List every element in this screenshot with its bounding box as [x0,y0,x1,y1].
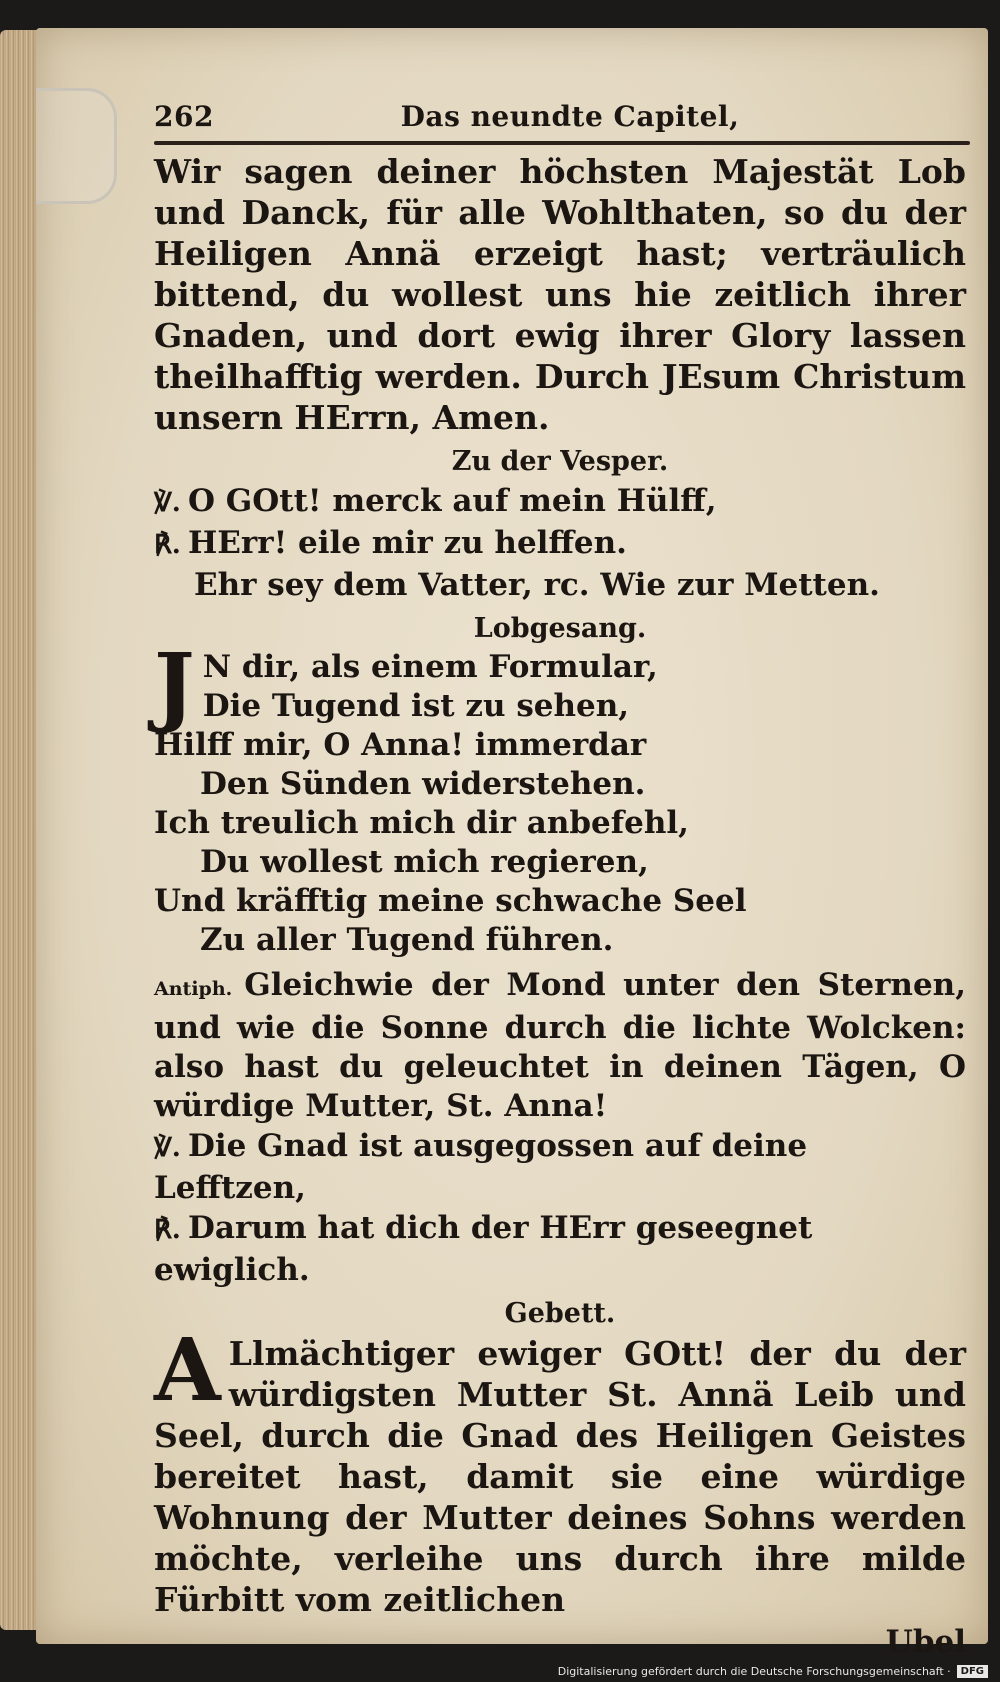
hymn-line-1: N dir, als einem Formular, [202,649,658,685]
digitization-credit [558,1665,988,1678]
hymn-dropcap: J [154,635,195,736]
response-symbol: ℟. [154,530,181,560]
vesper-versicle [154,481,966,523]
hymn-line-8: Zu aller Tugend führen. [200,922,614,958]
vesper-gloria: Ehr sey dem Vatter, rc. Wie zur Metten. [194,567,880,603]
vesper-heading: Zu der Vesper. [451,446,669,477]
hymn-line-2: Die Tugend ist zu sehen, [202,688,630,724]
prayer-heading: Gebett. [504,1298,616,1329]
prayer-dropcap: A [154,1320,221,1421]
closing-prayer: Wir sagen deiner höchsten Majestät Lob und Danck, für alle Wohlthaten, so du der Heiligen Annä erzeigt hast; verträulich bittend, du wollest uns hie zeitlich ihrer Gnaden, und dort ewig ihrer Glory lassen theilhafftig werden. Durch JEsum Christum unsern HErrn, Amen. [154,152,966,437]
response-text: HErr! eile mir zu helffen. [188,525,627,561]
antiphon-response-text: Darum hat dich der HErr geseegnet ewiglich. [154,1210,813,1288]
credit-text: Digitalisierung gefördert durch die Deutsche Forschungsgemeinschaft · [557,1665,951,1678]
antiphon-versicle [154,1126,966,1208]
collect-prayer [154,1320,966,1620]
paper-clip [36,88,117,204]
catchword: Ubel [885,1624,966,1660]
versicle-text: O GOtt! merck auf mein Hülff, [188,483,717,519]
hymn-heading: Lobgesang. [473,613,647,644]
hymn-line-6: Du wollest mich regieren, [200,844,649,880]
page-text [154,100,966,1660]
hymn-line-5: Ich treulich mich dir anbefehl, [154,805,689,841]
hymn-line-4: Den Sünden widerstehen. [200,766,646,802]
page-number: 262 [154,100,214,133]
header-rule [154,141,970,145]
antiphon [154,966,966,1126]
versicle-symbol: ℣. [154,488,181,518]
response-symbol: ℟. [154,1215,181,1245]
hymn-line-3: Hilff mir, O Anna! immerdar [154,727,647,763]
running-title: Das neundte Capitel, [400,100,740,133]
dfg-logo: DFG [957,1665,988,1678]
collect-text: Llmächtiger ewiger GOtt! der du der würdigsten Mutter St. Annä Leib und Seel, durch die Gnad des Heiligen Geistes bereitet hast, damit sie eine würdige Wohnung der Mutter deines Sohns werden möchte, verleihe uns durch ihre milde Fürbitt vom zeitlichen [154,1334,966,1619]
antiphon-text: Gleichwie der Mond unter den Sternen, und wie die Sonne durch die lichte Wolcken: also hast du geleuchtet in deinen Tägen, O würdige Mutter, St. Anna! [154,967,966,1124]
vesper-response [154,523,966,565]
versicle-symbol: ℣. [154,1133,181,1163]
book-page [36,28,988,1660]
antiphon-versicle-text: Die Gnad ist ausgegossen auf deine Lefftzen, [154,1128,808,1206]
page-header [154,100,966,133]
hymn-line-7: Und kräfftig meine schwache Seel [154,883,747,919]
antiphon-response [154,1208,966,1290]
antiphon-label: Antiph. [154,978,233,1000]
hymn [154,635,966,960]
